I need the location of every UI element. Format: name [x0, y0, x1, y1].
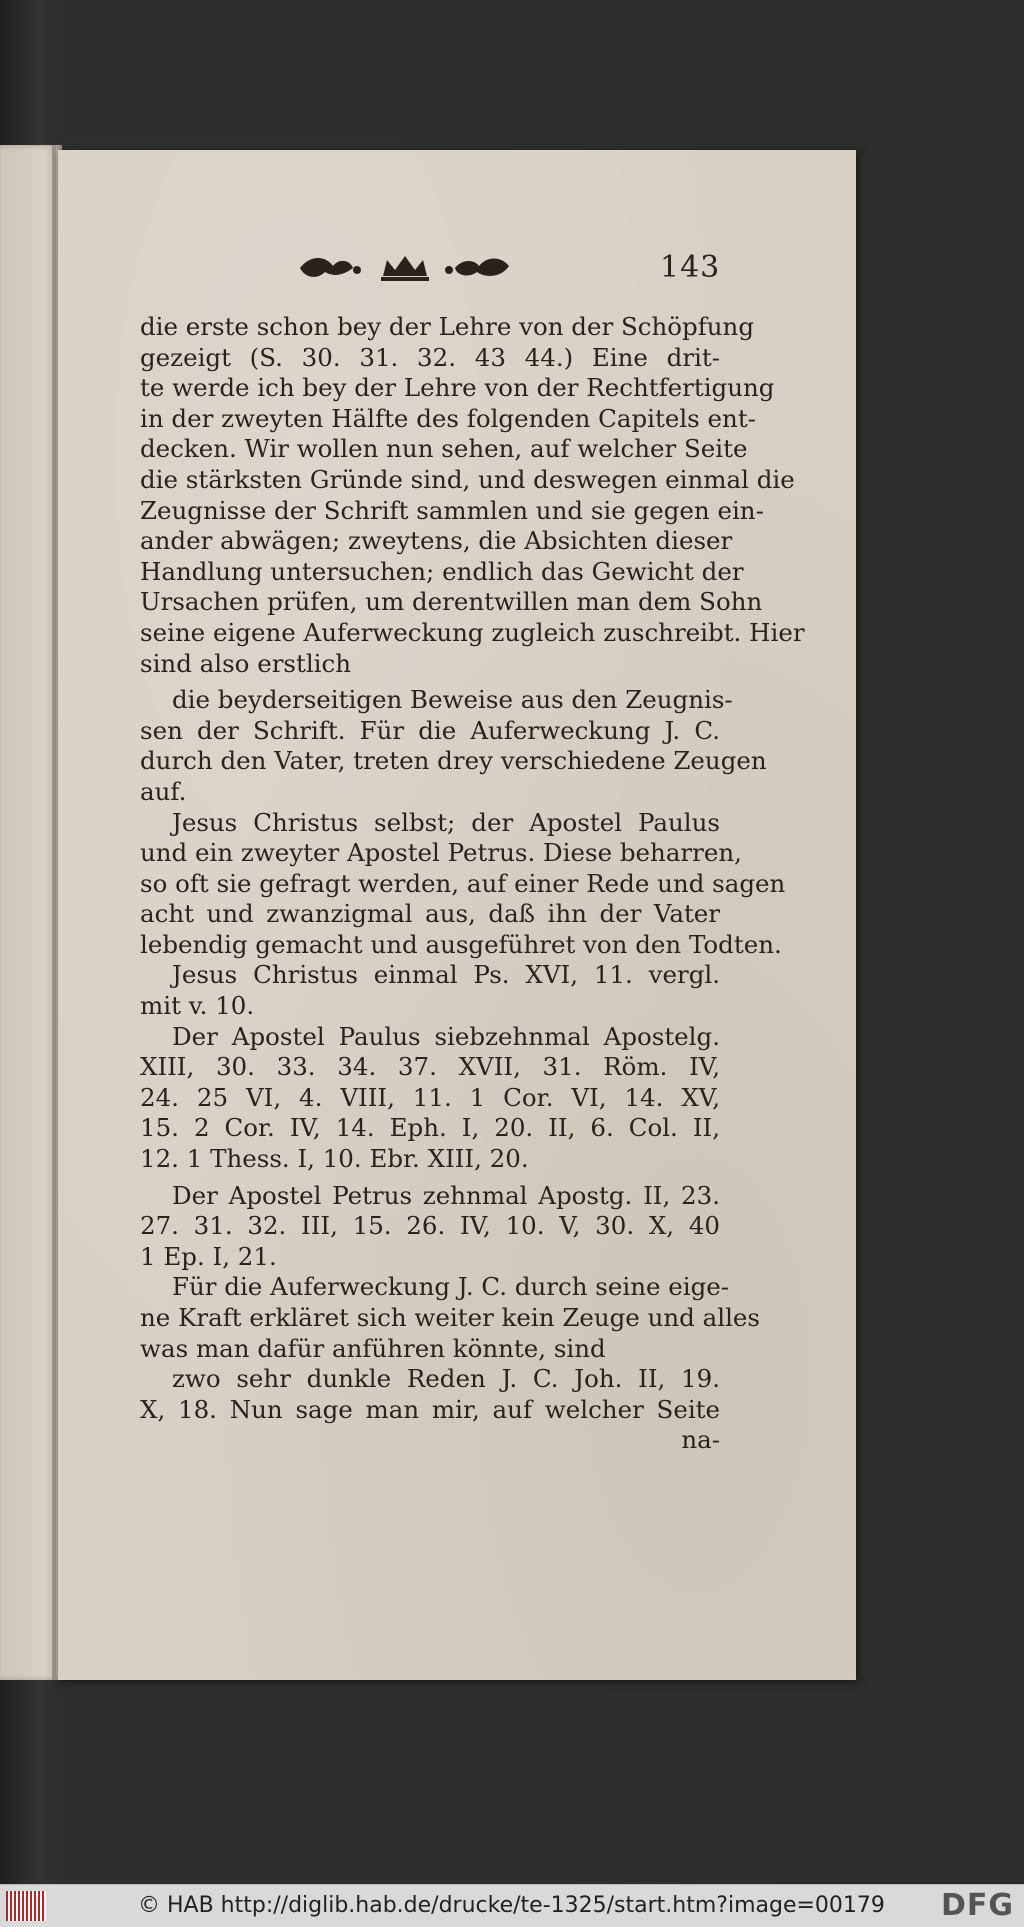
dfg-logo: DFG: [940, 1888, 1014, 1923]
text-line: Der Apostel Paulus siebzehnmal Apostelg.: [172, 1021, 720, 1051]
text-line: lebendig gemacht und ausgeführet von den Todten.: [140, 929, 782, 959]
text-line: acht und zwanzigmal aus, daß ihn der Vater: [140, 899, 720, 929]
text-line: te werde ich bey der Lehre von der Rechtfertigung: [140, 373, 775, 403]
text-line: Für die Auferweckung J. C. durch seine eige-: [172, 1272, 730, 1302]
text-line: und ein zweyter Apostel Petrus. Diese beharren,: [140, 838, 742, 868]
text-line: decken. Wir wollen nun sehen, auf welcher Seite: [140, 434, 748, 464]
text-line: 15. 2 Cor. IV, 14. Eph. I, 20. II, 6. Col. II,: [140, 1113, 720, 1143]
text-line: seine eigene Auferweckung zugleich zuschreibt. Hier: [140, 617, 805, 647]
text-line: auf.: [140, 776, 187, 806]
text-line: na-: [681, 1425, 720, 1455]
text-line: 24. 25 VI, 4. VIII, 11. 1 Cor. VI, 14. XV,: [140, 1082, 720, 1112]
text-line: 27. 31. 32. III, 15. 26. IV, 10. V, 30. X, 40: [140, 1211, 720, 1241]
text-line: 1 Ep. I, 21.: [140, 1241, 277, 1271]
text-line: Ursachen prüfen, um derentwillen man dem Sohn: [140, 587, 763, 617]
text-line: ander abwägen; zweytens, die Absichten dieser: [140, 526, 733, 556]
text-line: XIII, 30. 33. 34. 37. XVII, 31. Röm. IV,: [140, 1052, 720, 1082]
text-line: sen der Schrift. Für die Auferweckung J. C.: [140, 715, 720, 745]
text-line: durch den Vater, treten drey verschiedene Zeugen: [140, 746, 767, 776]
copyright-url-text[interactable]: © HAB http://diglib.hab.de/drucke/te-1325/start.htm?image=00179: [138, 1893, 885, 1918]
page-body-text: [140, 312, 805, 1456]
footer-bar: [0, 1884, 1024, 1927]
page-number: 143: [660, 250, 721, 285]
text-line: so oft sie gefragt werden, auf einer Rede und sagen: [140, 868, 786, 898]
text-line: was man dafür anführen könnte, sind: [140, 1333, 606, 1363]
text-line: X, 18. Nun sage man mir, auf welcher Seite: [140, 1394, 720, 1424]
page-gutter: [52, 145, 56, 1680]
text-line: die stärksten Gründe sind, und deswegen einmal die: [140, 464, 795, 494]
barcode-icon: [6, 1891, 46, 1921]
text-line: zwo sehr dunkle Reden J. C. Joh. II, 19.: [172, 1364, 720, 1394]
text-line: sind also erstlich: [140, 648, 352, 678]
text-line: ne Kraft erkläret sich weiter kein Zeuge und alles: [140, 1303, 760, 1332]
text-line: Handlung untersuchen; endlich das Gewicht der: [140, 556, 744, 586]
text-line: die beyderseitigen Beweise aus den Zeugnis-: [172, 685, 733, 715]
floral-crown-ornament-icon: [295, 250, 515, 284]
text-line: Jesus Christus selbst; der Apostel Paulus: [172, 807, 720, 837]
text-line: die erste schon bey der Lehre von der Schöpfung: [140, 312, 755, 341]
text-line: 12. 1 Thess. I, 10. Ebr. XIII, 20.: [140, 1144, 529, 1174]
text-line: Der Apostel Petrus zehnmal Apostg. II, 23.: [172, 1180, 720, 1210]
text-line: Jesus Christus einmal Ps. XVI, 11. vergl.: [172, 960, 720, 990]
text-line: mit v. 10.: [140, 991, 255, 1021]
text-line: Zeugnisse der Schrift sammlen und sie gegen ein-: [140, 495, 764, 525]
text-line: in der zweyten Hälfte des folgenden Capitels ent-: [140, 403, 756, 433]
text-line: gezeigt (S. 30. 31. 32. 43 44.) Eine drit-: [140, 342, 720, 372]
